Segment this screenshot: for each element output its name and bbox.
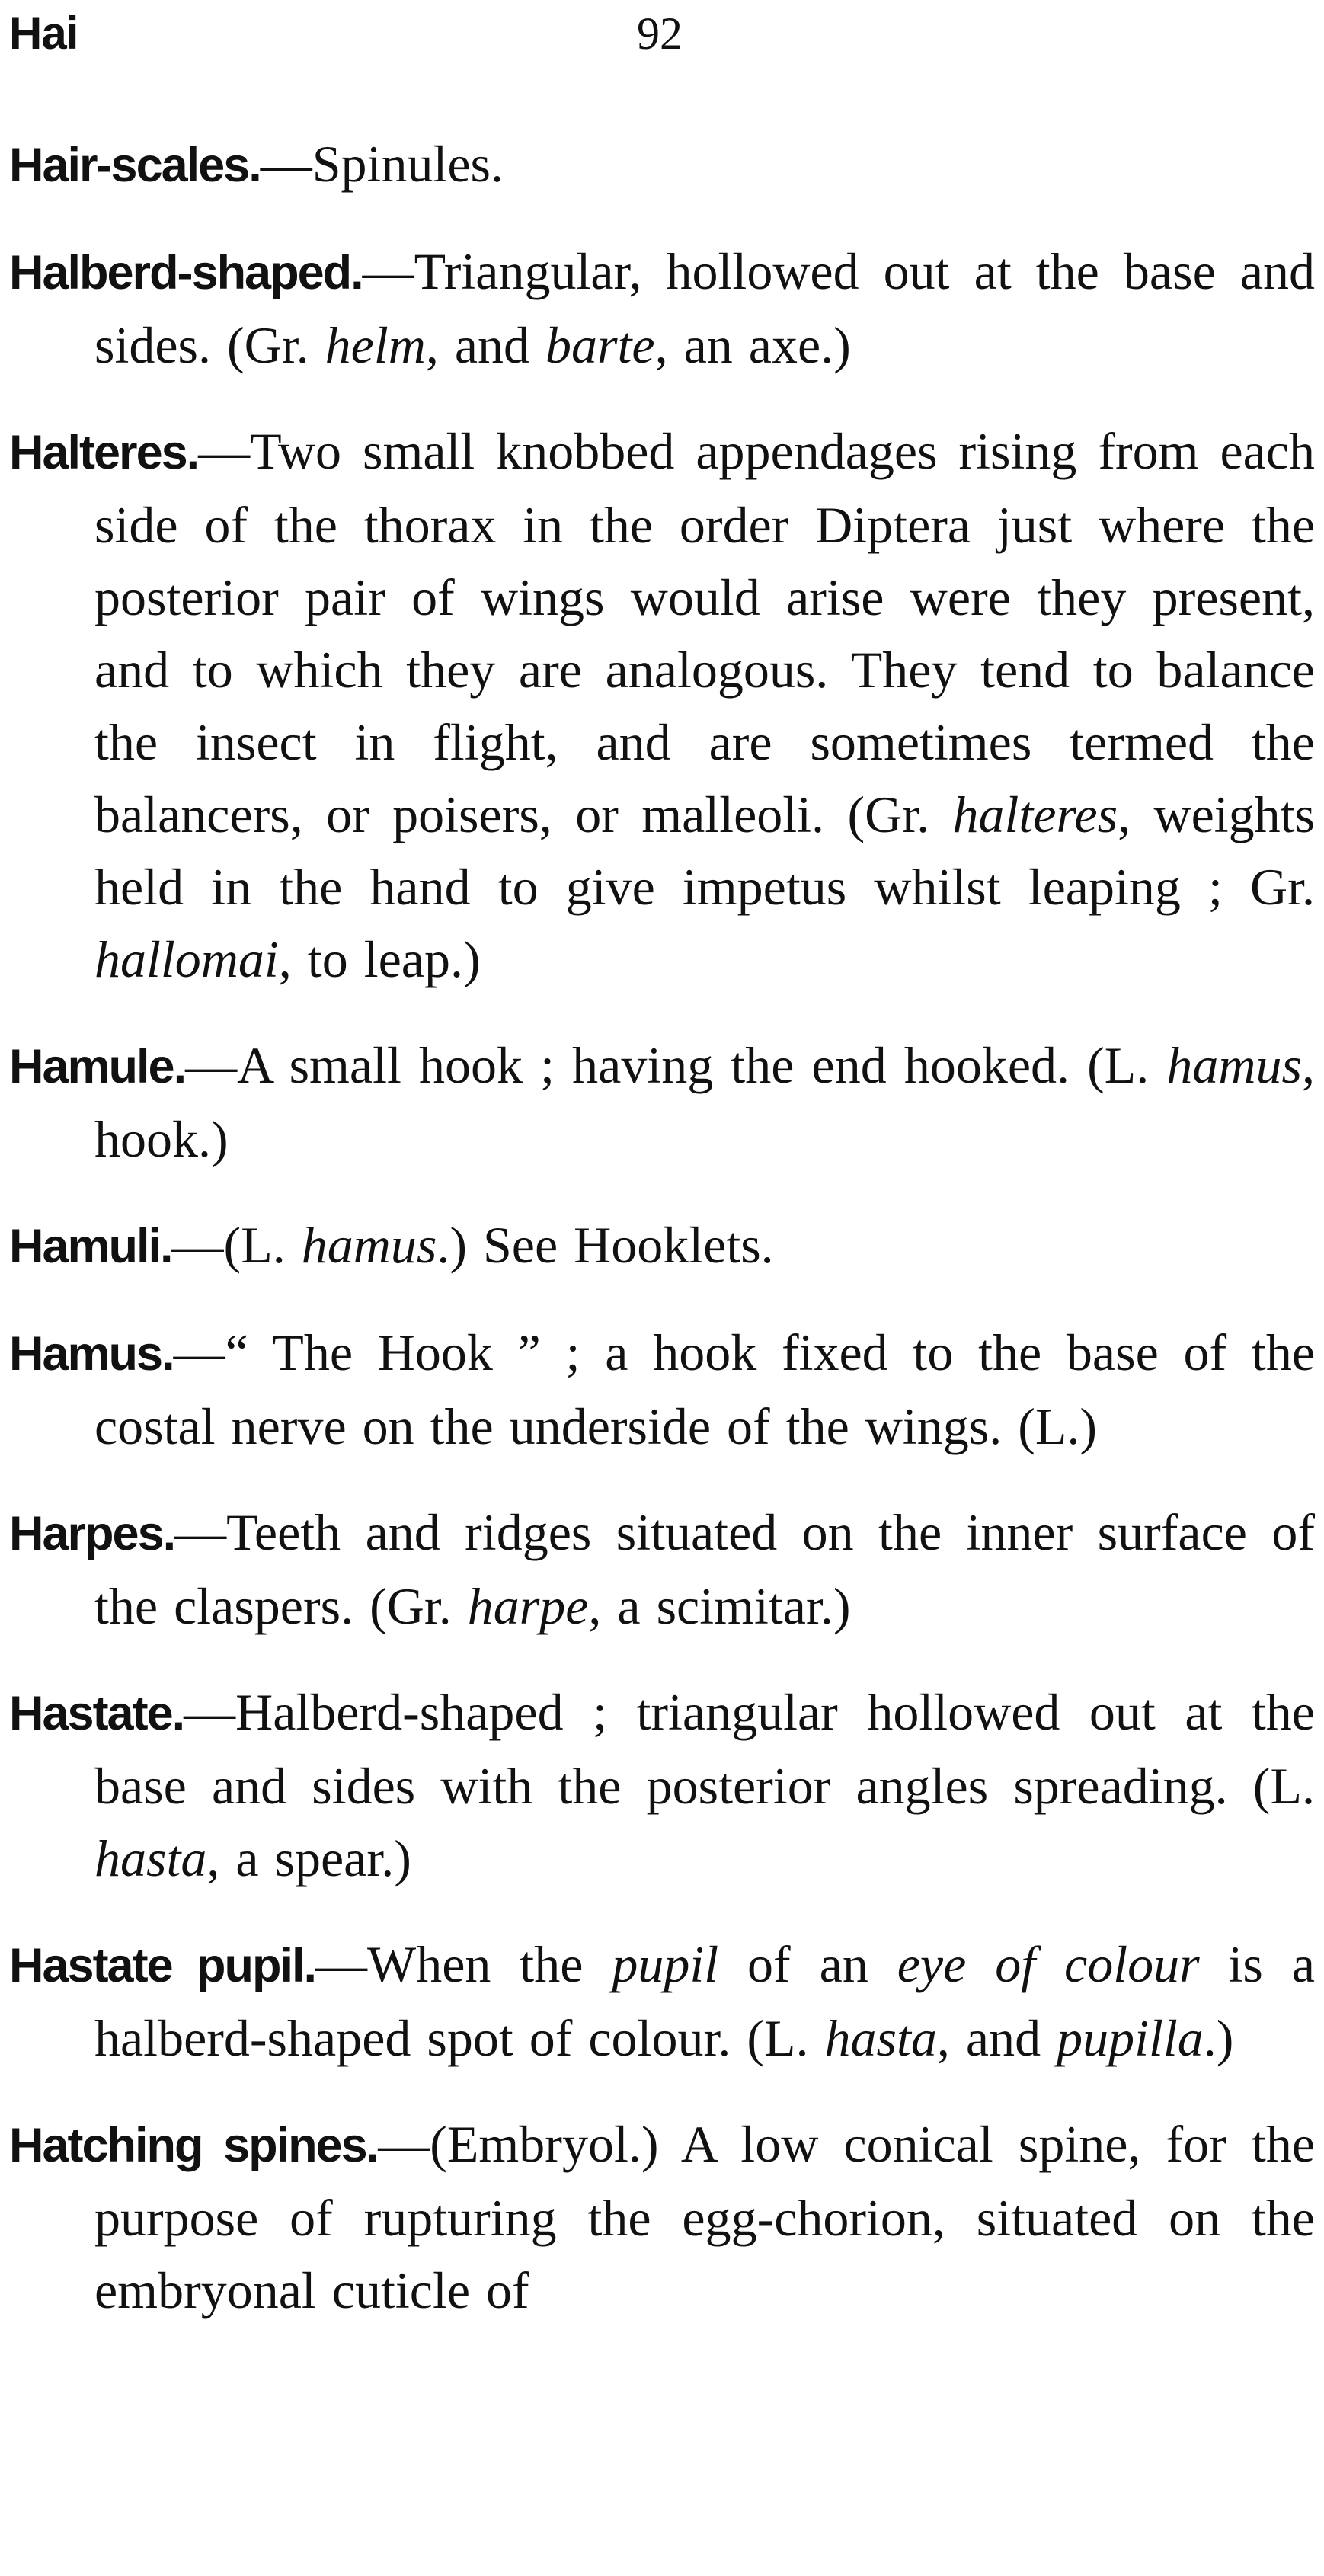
entry-term: Hamuli. <box>9 1220 172 1273</box>
glossary-entry <box>9 128 1315 202</box>
page-number: 92 <box>637 8 683 59</box>
entry-definition: —Halberd-shaped ; triangular hollowed out at the base and sides with the posterior angles spreading. (L. hasta, a spear.) <box>94 1683 1315 1887</box>
guide-word: Hai <box>9 8 78 59</box>
glossary-entry <box>9 1496 1315 1643</box>
entry-term: Hastate. <box>9 1687 184 1740</box>
entry-definition: —Two small knobbed appendages rising from each side of the thorax in the order Diptera just where the posterior pair of wings would arise were they present, and to which they are analogous. They tend to balance the insect in flight, and are sometimes termed the balancers, or poisers, or malleoli. (Gr. halteres, weights held in the hand to give impetus whilst leaping ; Gr. hallomai, to leap.) <box>94 422 1315 988</box>
entry-definition: —When the pupil of an eye of colour is a halberd-shaped spot of colour. (L. hasta, and pupilla.) <box>94 1935 1315 2067</box>
glossary-entry <box>9 235 1315 382</box>
entry-term: Hastate pupil. <box>9 1939 316 1992</box>
entry-term: Halberd-shaped. <box>9 246 363 299</box>
entry-term: Hamus. <box>9 1327 174 1381</box>
entry-definition: —(L. hamus.) See Hooklets. <box>171 1216 774 1274</box>
entry-definition: —“ The Hook ” ; a hook fixed to the base of the costal nerve on the underside of the wings. (L.) <box>94 1323 1315 1455</box>
glossary-entry <box>9 1209 1315 1283</box>
glossary-entry <box>9 1317 1315 1463</box>
entry-definition: —(Embryol.) A low conical spine, for the purpose of rupturing the egg-chorion, situated on the embryonal cuticle of <box>94 2115 1316 2319</box>
entry-term: Harpes. <box>9 1507 175 1560</box>
glossary-entry <box>9 1029 1315 1176</box>
glossary-entries <box>9 128 1315 2360</box>
entry-term: Hamule. <box>9 1040 186 1093</box>
entry-definition: —A small hook ; having the end hooked. (L. hamus, hook.) <box>94 1036 1315 1168</box>
entry-term: Halteres. <box>9 426 199 479</box>
glossary-entry <box>9 1928 1315 2075</box>
glossary-entry <box>9 415 1315 996</box>
entry-term: Hair-scales. <box>9 139 261 192</box>
glossary-entry <box>9 1676 1315 1895</box>
running-head <box>9 3 1315 64</box>
entry-definition: —Teeth and ridges situated on the inner surface of the claspers. (Gr. harpe, a scimitar.) <box>94 1503 1315 1635</box>
glossary-entry <box>9 2108 1315 2327</box>
entry-definition: —Triangular, hollowed out at the base and sides. (Gr. helm, and barte, an axe.) <box>94 242 1315 374</box>
entry-term: Hatching spines. <box>9 2119 379 2172</box>
entry-definition: —Spinules. <box>260 135 504 193</box>
